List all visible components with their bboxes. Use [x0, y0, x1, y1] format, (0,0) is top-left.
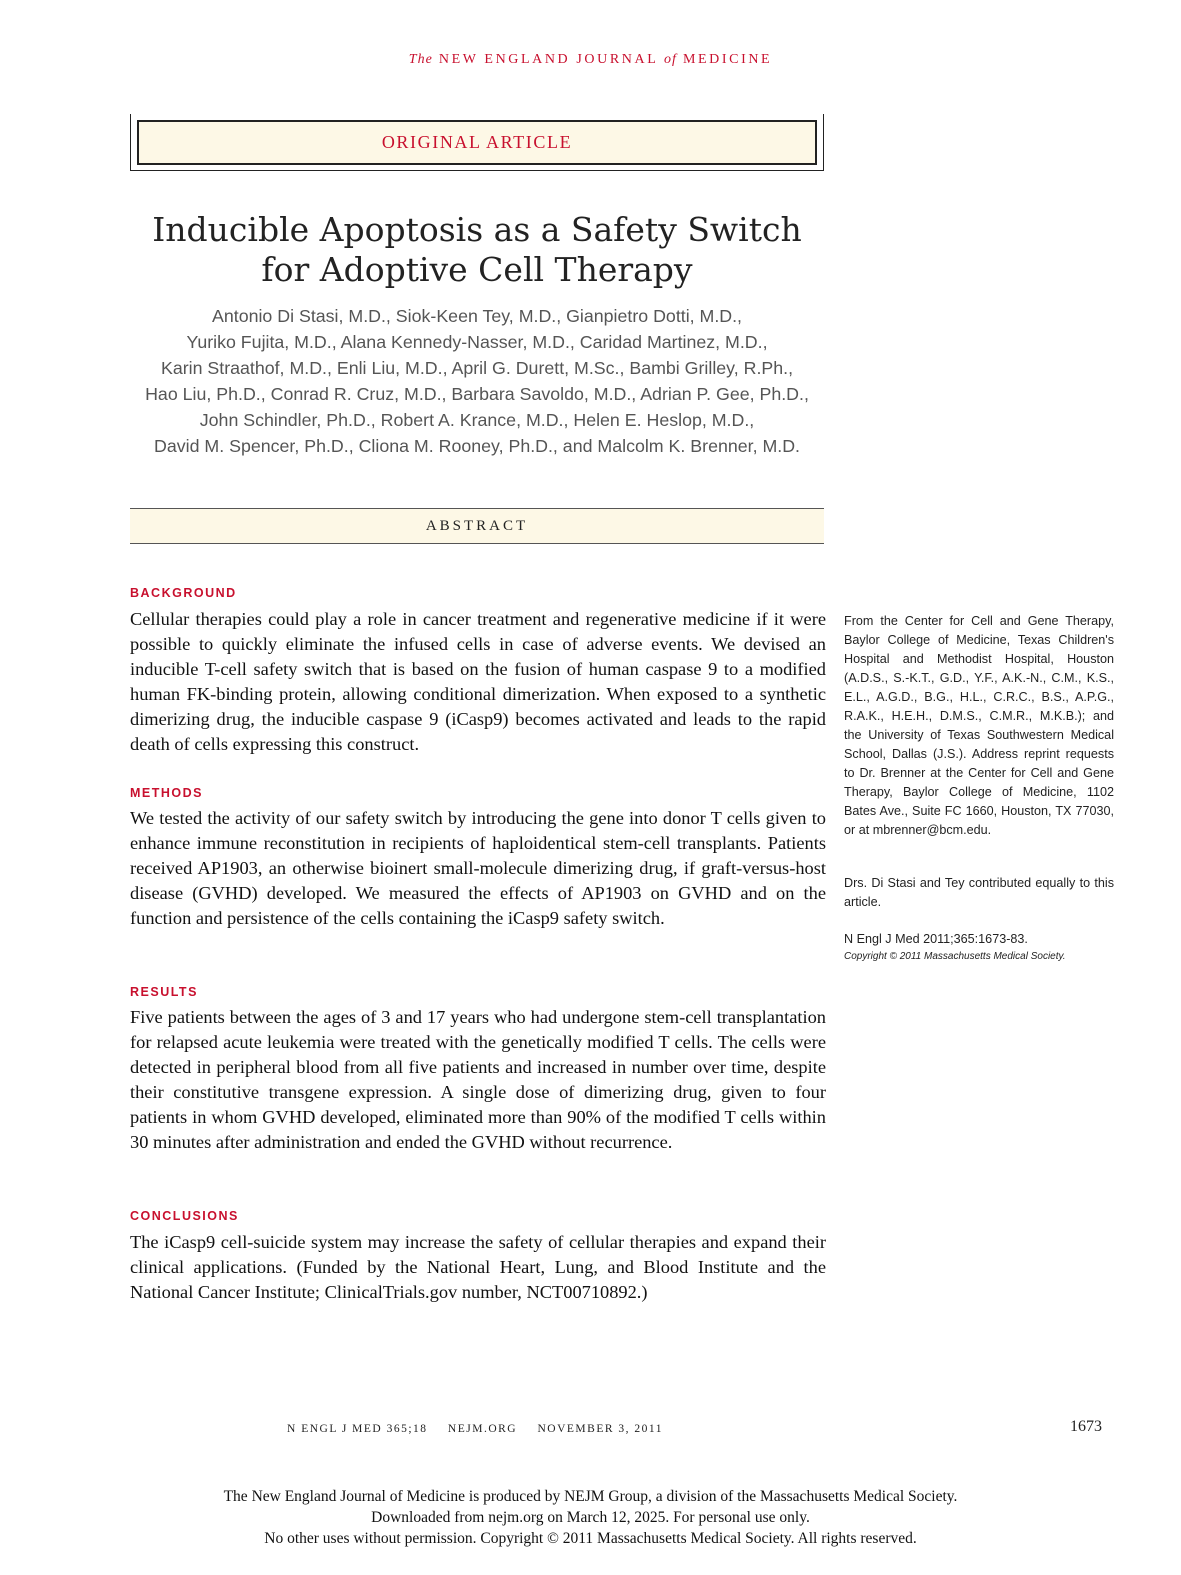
article-type-box	[137, 120, 817, 165]
author-line: Hao Liu, Ph.D., Conrad R. Cruz, M.D., Barbara Savoldo, M.D., Adrian P. Gee, Ph.D.,	[145, 384, 809, 404]
article-title-line-2: for Adoptive Cell Therapy	[261, 250, 693, 289]
article-title-line-1: Inducible Apoptosis as a Safety Switch	[152, 210, 802, 249]
copyright-note: Copyright © 2011 Massachusetts Medical Society.	[844, 951, 1066, 962]
journal-header-the: The	[408, 52, 433, 67]
conclusions-heading: CONCLUSIONS	[130, 1209, 239, 1223]
author-line: John Schindler, Ph.D., Robert A. Krance, M.D., Helen E. Heslop, M.D.,	[199, 410, 755, 430]
notice-line: Downloaded from nejm.org on March 12, 2025. For personal use only.	[371, 1509, 810, 1526]
footer-site: NEJM.ORG	[447, 1423, 518, 1435]
author-line: Karin Straathof, M.D., Enli Liu, M.D., April G. Durett, M.Sc., Bambi Grilley, R.Ph.,	[160, 358, 794, 378]
affiliation-note: From the Center for Cell and Gene Therapy, Baylor College of Medicine, Texas Children's Hospital and Methodist Hospital, Houston (A.D.S., S.-K.T., G.D., Y.F., A.K.-N., C.M., K.S., E.L., A.G.D., B.G., H.L., C.R.C., B.S., A.P.G., R.A.K., H.E.H., D.M.S., C.M.R., M.K.B.); and the University of Texas Southwestern Medical School, Dallas (J.S.). Address reprint requests to Dr. Brenner at the Center for Cell and Gene Therapy, Baylor College of Medicine, 1102 Bates Ave., Suite FC 1660, Houston, TX 77030, or at mbrenner@bcm.edu.	[844, 614, 1114, 837]
conclusions-text: The iCasp9 cell-suicide system may increase the safety of cellular therapies and expand their clinical applications. (Funded by the National Heart, Lung, and Blood Institute and the National Cancer Institute; ClinicalTrials.gov number, NCT00710892.)	[130, 1232, 826, 1302]
article-title	[130, 210, 824, 290]
page-footer	[0, 1423, 950, 1435]
background-text: Cellular therapies could play a role in cancer treatment and regenerative medicine if it were possible to quickly eliminate the infused cells in case of adverse events. We devised an inducible T-cell safety switch that is based on the fusion of human caspase 9 to a modified human FK-binding protein, allowing conditional dimerization. When exposed to a synthetic dimerizing drug, the inducible caspase 9 (iCasp9) becomes activated and leads to the rapid death of cells expressing this construct.	[130, 609, 826, 754]
journal-header-of: of	[663, 52, 677, 67]
abstract-label: ABSTRACT	[425, 517, 529, 534]
notice-line: No other uses without permission. Copyright © 2011 Massachusetts Medical Society. All rights reserved.	[264, 1530, 917, 1547]
results-heading: RESULTS	[130, 985, 198, 999]
article-type-label: ORIGINAL ARTICLE	[381, 132, 573, 152]
abstract-bar	[130, 508, 824, 544]
background-heading: BACKGROUND	[130, 586, 237, 600]
notice-line: The New England Journal of Medicine is produced by NEJM Group, a division of the Massachusetts Medical Society.	[223, 1488, 958, 1505]
journal-header-medicine: MEDICINE	[682, 52, 773, 67]
author-list	[120, 303, 834, 459]
author-line: Yuriko Fujita, M.D., Alana Kennedy-Nasser, M.D., Caridad Martinez, M.D.,	[186, 332, 768, 352]
contribution-note: Drs. Di Stasi and Tey contributed equally to this article.	[844, 876, 1114, 909]
footer-date: NOVEMBER 3, 2011	[537, 1423, 663, 1435]
methods-heading: METHODS	[130, 786, 203, 800]
page-number: 1673	[1070, 1418, 1102, 1435]
author-line: David M. Spencer, Ph.D., Cliona M. Rooney, Ph.D., and Malcolm K. Brenner, M.D.	[154, 436, 800, 456]
article-type-frame	[130, 114, 824, 171]
methods-text: We tested the activity of our safety switch by introducing the gene into donor T cells given to enhance immune reconstitution in recipients of haploidentical stem-cell transplants. Patients received AP1903, an otherwise bioinert small-molecule dimerizing drug, if graft-versus-host disease (GVHD) developed. We measured the effects of AP1903 on GVHD and on the function and persistence of the cells containing the iCasp9 safety switch.	[130, 808, 826, 928]
footer-volume: N ENGL J MED 365;18	[287, 1423, 428, 1435]
journal-header-name: NEW ENGLAND JOURNAL	[438, 52, 658, 67]
author-line: Antonio Di Stasi, M.D., Siok-Keen Tey, M.D., Gianpietro Dotti, M.D.,	[212, 306, 742, 326]
results-text: Five patients between the ages of 3 and 17 years who had undergone stem-cell transplantation for relapsed acute leukemia were treated with the genetically modified T cells. The cells were detected in peripheral blood from all five patients and increased in number over time, despite their constitutive transgene expression. A single dose of dimerizing drug, given to four patients in whom GVHD developed, eliminated more than 90% of the modified T cells within 30 minutes after administration and ended the GVHD without recurrence.	[130, 1007, 826, 1152]
citation: N Engl J Med 2011;365:1673-83.	[844, 932, 1028, 946]
journal-header	[0, 52, 1181, 68]
